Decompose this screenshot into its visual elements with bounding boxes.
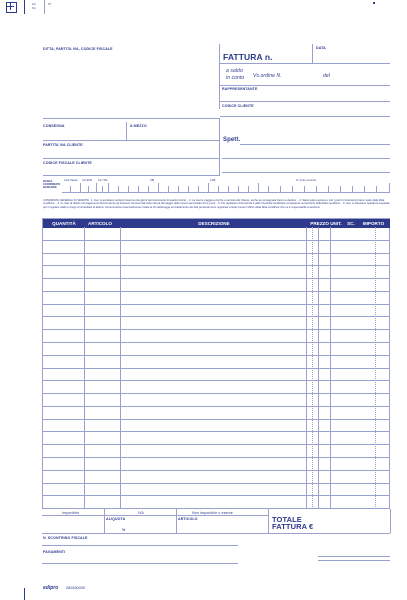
pagamenti-label: PAGAMENTI (43, 550, 66, 554)
bank-conto: N. conto corrente (296, 179, 316, 182)
table-row (42, 419, 390, 420)
product-code: 282830000 (66, 586, 86, 590)
iva-label: IVA (138, 511, 144, 515)
codice-fiscale-cliente-label: CODICE FISCALE CLIENTE (43, 161, 92, 165)
table-row (42, 431, 390, 432)
top-note-b: FG (32, 7, 36, 10)
vs-ordine-label: Vs.ordine N. (253, 73, 282, 79)
codice-cliente-label: CODICE CLIENTE (222, 104, 254, 108)
table-row (42, 393, 390, 394)
articolo-label: ARTICOLO (178, 517, 198, 521)
items-table (42, 218, 390, 509)
del-label: del (323, 73, 330, 79)
table-row (42, 406, 390, 407)
bank-cin-eur: Cin EUR (82, 179, 93, 182)
fattura-label: FATTURA n. (223, 52, 273, 62)
scontrino-label: N. SCONTRINO FISCALE (43, 536, 88, 540)
header-prezzo: PREZZO UNIT. (307, 219, 345, 228)
header-articolo: ARTICOLO (85, 219, 121, 228)
rappresentante-label: RAPPRESENTANTE (222, 87, 258, 91)
bank-paese: Cod. Paese (64, 179, 78, 182)
in-conto-label: in conto (226, 75, 245, 81)
header-sc: SC. (345, 219, 357, 228)
bank-abi: ABI (150, 179, 155, 182)
table-row (42, 457, 390, 458)
aliquota-label: ALIQUOTA (106, 517, 126, 521)
ditta-label: DITTA, PARTITA IVA, CODICE FISCALE (43, 47, 113, 51)
imponibile-label: Imponibile (62, 511, 80, 515)
header-quantita: QUANTITÀ (43, 219, 85, 228)
a-mezzo-label: A MEZZO (130, 124, 147, 128)
table-row (42, 253, 390, 254)
fattura-euro-label: FATTURA € (272, 522, 314, 531)
brand-logo: edipro (43, 585, 59, 591)
table-row (42, 240, 390, 241)
spett-label: Spett. (223, 137, 241, 143)
a-saldo-label: a saldo (226, 68, 243, 74)
table-row (42, 329, 390, 330)
consegna-label: CONSEGNA (43, 124, 65, 128)
corner-mark-icon (373, 2, 375, 4)
header-descrizione: DESCRIZIONE (121, 219, 307, 228)
table-row (42, 265, 390, 266)
table-row (42, 368, 390, 369)
table-row (42, 355, 390, 356)
table-row (42, 444, 390, 445)
bank-label: BANCA COORDINATE BANCARIE (43, 180, 61, 190)
percent-label: % (122, 528, 126, 532)
table-row (42, 470, 390, 471)
top-note-c: TF (48, 3, 52, 6)
table-row (42, 316, 390, 317)
top-left-icon (6, 2, 17, 13)
partita-iva-cliente-label: PARTITA IVA CLIENTE (43, 143, 83, 147)
table-row (42, 291, 390, 292)
conditions-text: CONDIZIONI GENERALI DI VENDITA - 1. Ave: si accettano reclami trascorsi otto giorni dal ricevimento di quanto fornito. - 2. La merce viaggia a rischio e pericolo del Cliente, anche se consegnata franco a destino. - 3. Salvo patto espresso, tutti i prezzi s'intendono franco sede della Ditta venditrice. - 4. In caso di ritardo nel pagamento decorreranno gli interessi commerciali nella misura del saggio dello sconto aumentato di tre punti. - 5. Per qualsiasi controversia è adito l'Autorità Giudiziaria competente nel territorio della Ditta venditrice. - 6. Ave: si rilasciano quietanze separate per il regolare saldo e prego di rimandare la fattura. Comunicazioni eventualmente inviate ai fini della legge sul trattamento dei dati personali sono registrate a titolo presso l'ufficio della Ditta venditrice che ne è responsabile a assicura. (43, 199, 390, 209)
table-row (42, 483, 390, 484)
non-imponibile-label: Non imponibile o esente (192, 511, 233, 515)
data-label: DATA (316, 46, 326, 50)
table-row (42, 342, 390, 343)
table-row (42, 304, 390, 305)
header-importo: IMPORTO (357, 219, 390, 228)
table-row (42, 278, 390, 279)
top-left-grid-icon-v (10, 3, 11, 10)
totale-label: TOTALE (272, 515, 302, 524)
bank-cab: CAB (210, 179, 216, 182)
top-note-a: 1/2 (32, 3, 36, 6)
table-row (42, 380, 390, 381)
table-row (42, 495, 390, 496)
bank-cin-ital: Cin ITAL (98, 179, 108, 182)
